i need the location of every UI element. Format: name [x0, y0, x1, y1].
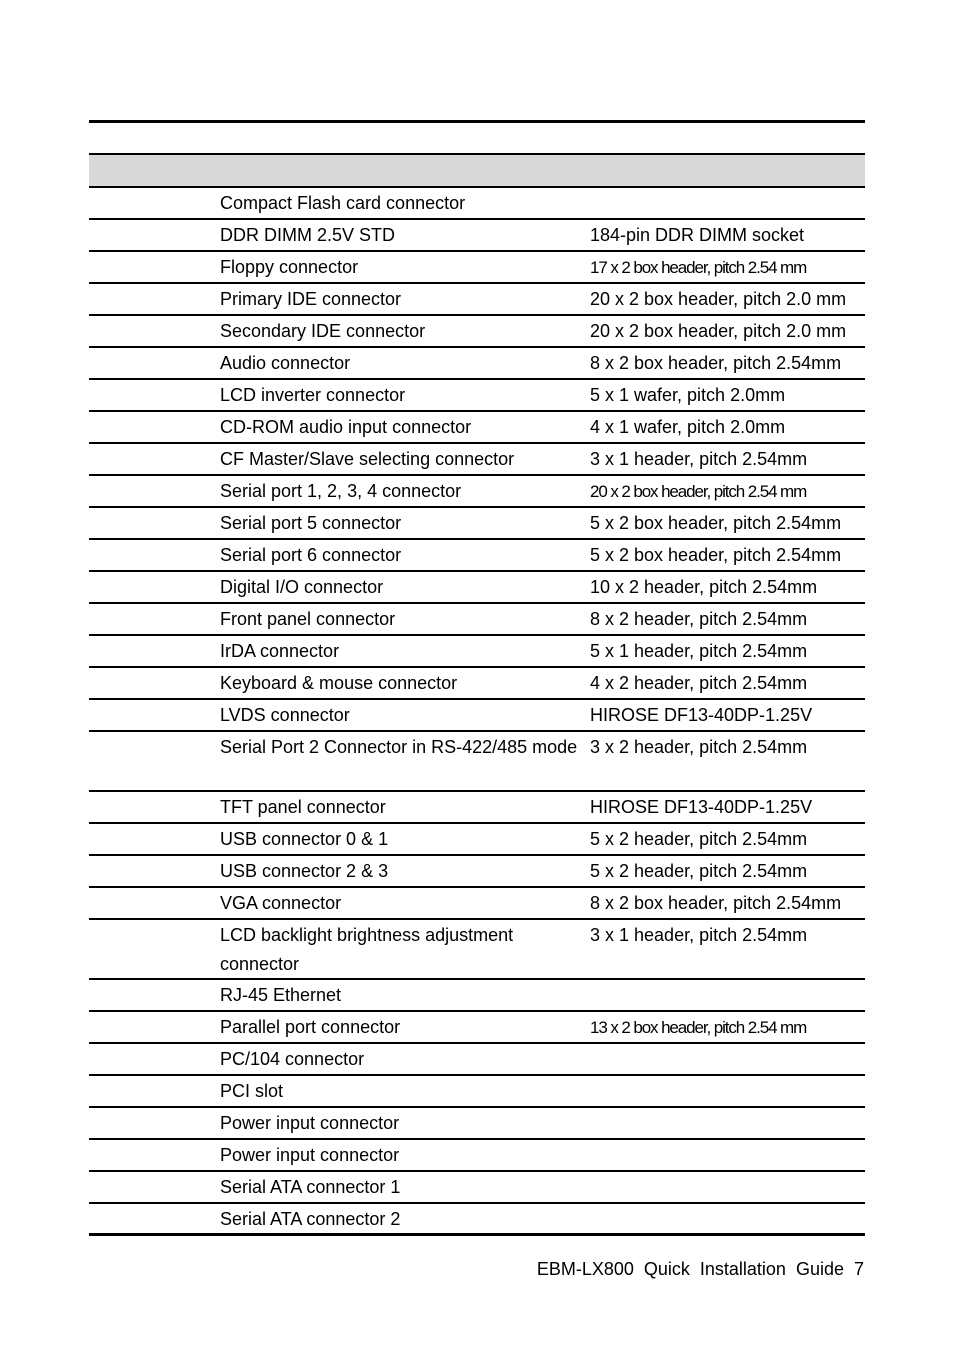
row-type: [590, 188, 865, 218]
table-row: [89, 1012, 865, 1044]
row-type: 5 x 1 wafer, pitch 2.0mm: [590, 385, 786, 405]
row-type: 13 x 2 box header, pitch 2.54 mm: [590, 1018, 807, 1037]
row-description: Compact Flash card connector: [220, 193, 466, 213]
table-row: [89, 476, 865, 508]
row-type: 3 x 1 header, pitch 2.54mm: [590, 925, 808, 945]
row-type: 20 x 2 box header, pitch 2.54 mm: [590, 482, 807, 501]
row-description: Power input connector: [220, 1145, 400, 1165]
row-type: [590, 980, 865, 1010]
row-description: Parallel port connector: [220, 1017, 401, 1037]
row-type: 17 x 2 box header, pitch 2.54 mm: [590, 258, 807, 277]
row-description: Serial Port 2 Connector in RS-422/485 mode: [220, 737, 578, 757]
row-type: 4 x 2 header, pitch 2.54mm: [590, 673, 808, 693]
row-type: 184-pin DDR DIMM socket: [590, 225, 805, 245]
row-type: HIROSE DF13-40DP-1.25V: [590, 705, 813, 725]
row-type: 5 x 2 box header, pitch 2.54mm: [590, 545, 842, 565]
table-row: [89, 1044, 865, 1076]
row-description: Floppy connector: [220, 257, 359, 277]
table-row: [89, 412, 865, 444]
row-type: [590, 1076, 865, 1106]
page-footer: EBM-LX800 Quick Installation Guide 7: [536, 1259, 864, 1279]
table-row: [89, 284, 865, 316]
row-description: TFT panel connector: [220, 797, 386, 817]
table-row: [89, 348, 865, 380]
row-description: PCI slot: [220, 1081, 284, 1101]
row-description: CF Master/Slave selecting connector: [220, 449, 515, 469]
row-description: Serial port 6 connector: [220, 545, 402, 565]
row-type: 5 x 1 header, pitch 2.54mm: [590, 641, 808, 661]
table-header-band: [89, 155, 865, 188]
row-type: [590, 1172, 865, 1202]
table-row: [89, 792, 865, 824]
table-row: [89, 1172, 865, 1204]
table-row: [89, 380, 865, 412]
row-description: Serial ATA connector 2: [220, 1209, 401, 1229]
row-type: 5 x 2 box header, pitch 2.54mm: [590, 513, 842, 533]
row-type: 20 x 2 box header, pitch 2.0 mm: [590, 289, 847, 309]
table-row: [89, 220, 865, 252]
table-row: [89, 604, 865, 636]
table-row: [89, 1140, 865, 1172]
row-description: PC/104 connector: [220, 1049, 365, 1069]
table-row: [89, 1204, 865, 1236]
table-row: [89, 1108, 865, 1140]
row-description: VGA connector: [220, 893, 342, 913]
row-description: Front panel connector: [220, 609, 396, 629]
row-type: 8 x 2 box header, pitch 2.54mm: [590, 353, 842, 373]
row-description: Serial port 1, 2, 3, 4 connector: [220, 481, 462, 501]
row-type: 5 x 2 header, pitch 2.54mm: [590, 861, 808, 881]
row-description: Primary IDE connector: [220, 289, 402, 309]
table-row: [89, 188, 865, 220]
table-row: [89, 732, 865, 792]
table-row: [89, 920, 865, 980]
row-description: Secondary IDE connector: [220, 321, 426, 341]
row-description: DDR DIMM 2.5V STD: [220, 225, 396, 245]
row-type: [590, 1044, 865, 1074]
row-description: LCD inverter connector: [220, 385, 406, 405]
table-row: [89, 540, 865, 572]
table-row: [89, 572, 865, 604]
row-type: 10 x 2 header, pitch 2.54mm: [590, 577, 818, 597]
table-row: [89, 668, 865, 700]
top-rule: [89, 120, 865, 123]
row-type: 5 x 2 header, pitch 2.54mm: [590, 829, 808, 849]
row-description: Serial port 5 connector: [220, 513, 402, 533]
row-type: [590, 1108, 865, 1138]
table-row: [89, 444, 865, 476]
row-description: USB connector 2 & 3: [220, 861, 389, 881]
row-type: 3 x 2 header, pitch 2.54mm: [590, 737, 808, 757]
row-type: 20 x 2 box header, pitch 2.0 mm: [590, 321, 847, 341]
row-type: 8 x 2 header, pitch 2.54mm: [590, 609, 808, 629]
row-description: Audio connector: [220, 353, 351, 373]
table-row: [89, 856, 865, 888]
row-type: 8 x 2 box header, pitch 2.54mm: [590, 893, 842, 913]
table-row: [89, 980, 865, 1012]
row-description: Keyboard & mouse connector: [220, 673, 458, 693]
connector-table: [89, 153, 865, 1236]
table-row: [89, 888, 865, 920]
row-description: USB connector 0 & 1: [220, 829, 389, 849]
table-row: [89, 1076, 865, 1108]
row-type: 3 x 1 header, pitch 2.54mm: [590, 449, 808, 469]
row-description: Serial ATA connector 1: [220, 1177, 401, 1197]
row-description: LCD backlight brightness adjustment connector: [220, 925, 514, 974]
table-row: [89, 508, 865, 540]
table-row: [89, 700, 865, 732]
row-description: IrDA connector: [220, 641, 340, 661]
row-type: HIROSE DF13-40DP-1.25V: [590, 797, 813, 817]
table-row: [89, 636, 865, 668]
table-row: [89, 316, 865, 348]
row-description: LVDS connector: [220, 705, 350, 725]
row-description: Power input connector: [220, 1113, 400, 1133]
row-description: CD-ROM audio input connector: [220, 417, 472, 437]
row-type: [590, 1204, 865, 1233]
row-description: Digital I/O connector: [220, 577, 384, 597]
table-row: [89, 824, 865, 856]
row-description: RJ-45 Ethernet: [220, 985, 342, 1005]
table-row: [89, 252, 865, 284]
row-type: [590, 1140, 865, 1170]
row-type: 4 x 1 wafer, pitch 2.0mm: [590, 417, 786, 437]
